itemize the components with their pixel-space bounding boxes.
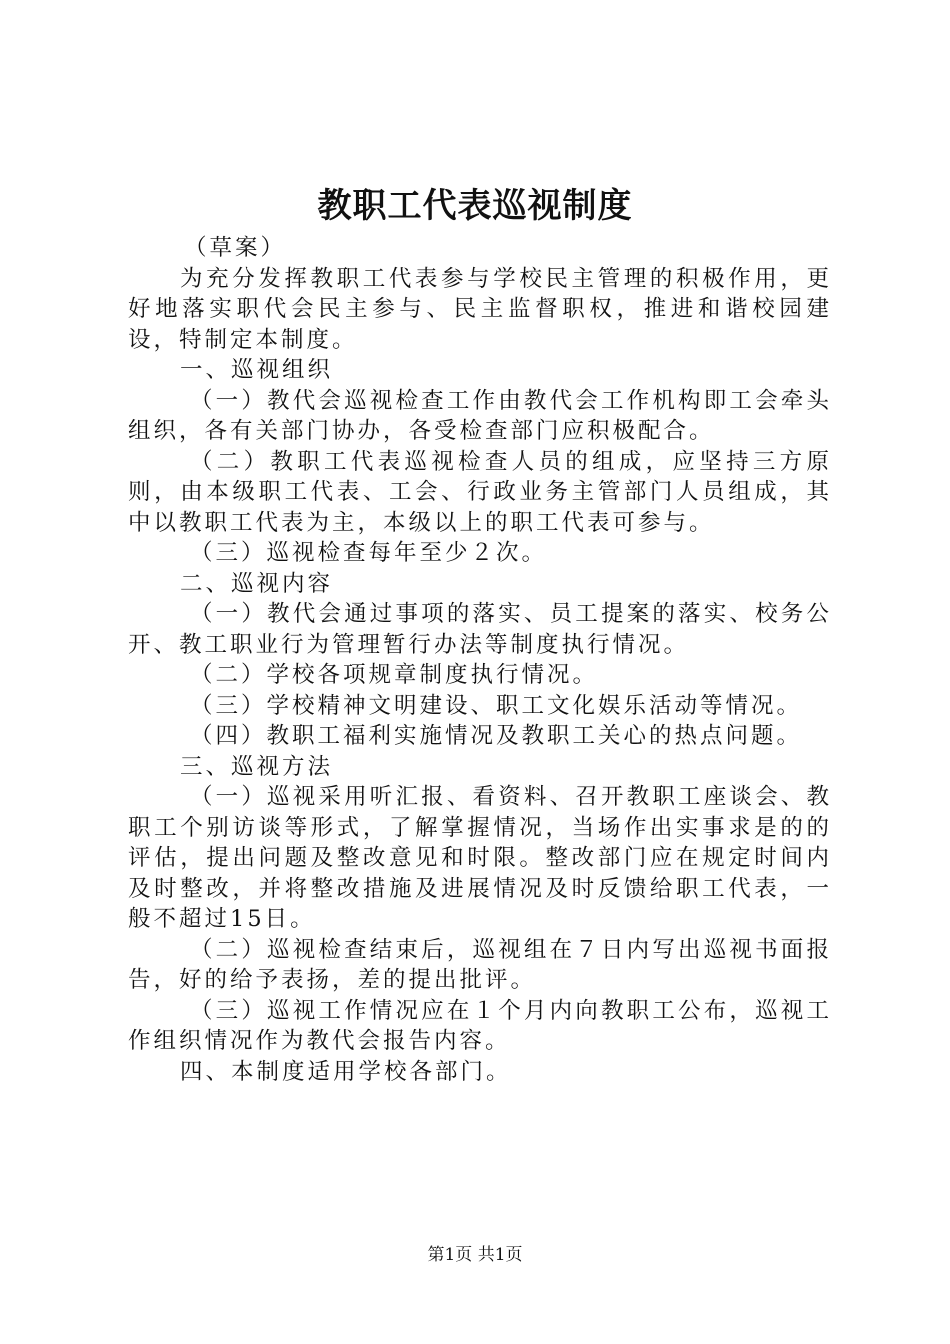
section-heading: 一、巡视组织 xyxy=(180,357,334,383)
section-item: （二）教职工代表巡视检查人员的组成，应坚持三方原则，由本级职工代表、工会、行政业务主管部门人员组成，其中以教职工代表为主，本级以上的职工代表可参与。 xyxy=(128,448,832,536)
section-heading: 二、巡视内容 xyxy=(180,570,334,597)
section-item: （二）巡视检查结束后，巡视组在７日内写出巡视书面报告，好的给予表扬，差的提出批评。 xyxy=(128,936,832,993)
section-heading: 三、巡视方法 xyxy=(180,753,334,780)
section-item: （一）教代会巡视检查工作由教代会工作机构即工会牵头组织，各有关部门协办，各受检查部门应积极配合。 xyxy=(128,387,832,444)
draft-note: （草案） xyxy=(184,235,287,261)
section-item: （一）巡视采用听汇报、看资料、召开教职工座谈会、教职工个别访谈等形式，了解掌握情况，当场作出实事求是的的评估，提出问题及整改意见和时限。整改部门应在规定时间内及时整改，并将整改措施及进展情况及时反馈给职工代表，一般不超过15日。 xyxy=(128,784,832,932)
document-body xyxy=(128,233,832,1087)
page-footer: 第1页 共1页 xyxy=(427,1245,523,1265)
section-item: （二）学校各项规章制度执行情况。 xyxy=(190,662,599,688)
section-item: （三）巡视检查每年至少２次。 xyxy=(190,540,548,566)
section-item: （三）学校精神文明建设、职工文化娱乐活动等情况。 xyxy=(190,692,803,719)
intro-paragraph: 为充分发挥教职工代表参与学校民主管理的积极作用，更好地落实职代会民主参与、民主监督职权，推进和谐校园建设，特制定本制度。 xyxy=(128,265,832,353)
section-heading: 四、本制度适用学校各部门。 xyxy=(180,1058,512,1085)
section-item: （一）教代会通过事项的落实、员工提案的落实、校务公开、教工职业行为管理暂行办法等制度执行情况。 xyxy=(128,601,832,658)
section-item: （三）巡视工作情况应在１个月内向教职工公布，巡视工作组织情况作为教代会报告内容。 xyxy=(128,997,832,1054)
document-title: 教职工代表巡视制度 xyxy=(317,186,633,226)
section-item: （四）教职工福利实施情况及教职工关心的热点问题。 xyxy=(190,723,803,749)
